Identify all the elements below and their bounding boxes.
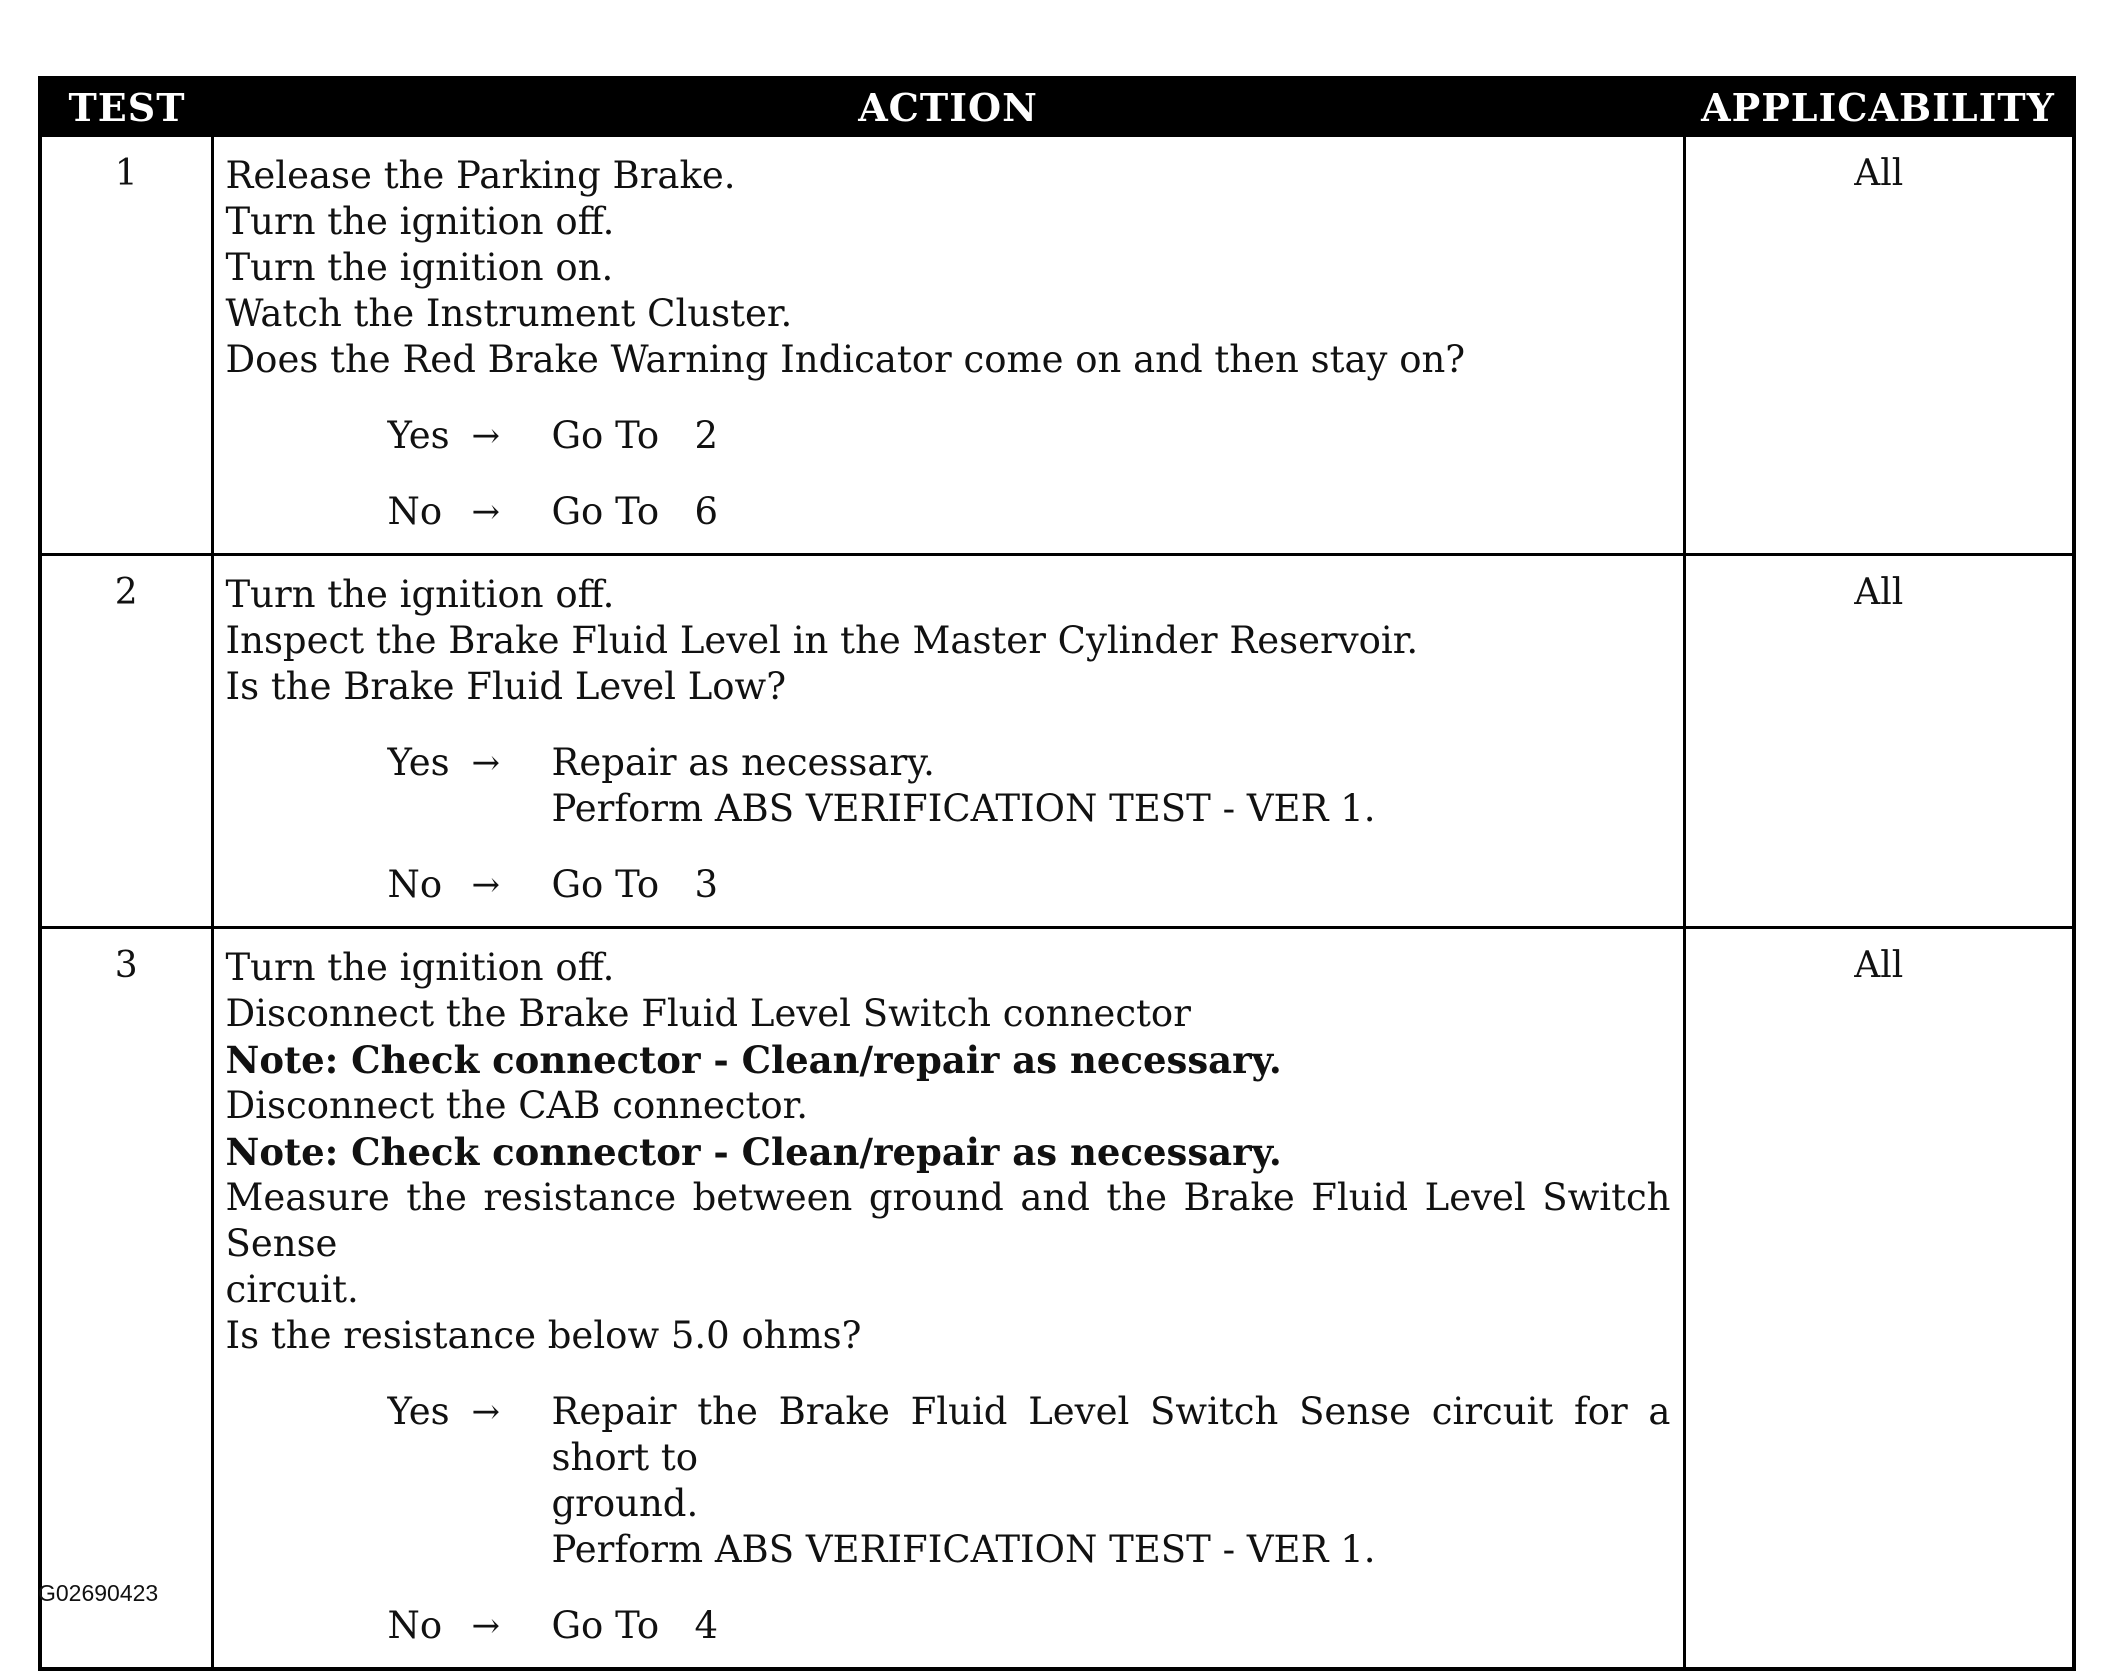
outcome-result-line: Go To 3: [551, 863, 718, 906]
action-note: Note: Check connector - Clean/repair as necessary.: [225, 1130, 1282, 1174]
outcome-result-line: Go To 6: [551, 490, 718, 533]
outcome-result: [552, 862, 1671, 908]
yes-outcome: [226, 413, 1671, 459]
table-body: [40, 136, 2074, 1670]
outcome-label: Yes: [387, 414, 450, 457]
outcome-label: No: [387, 490, 443, 533]
diagnostic-test-table: [38, 76, 2076, 1671]
action-step: Is the resistance below 5.0 ohms?: [225, 1314, 862, 1357]
outcome-result-line: Go To 4: [551, 1604, 718, 1647]
right-arrow-icon: →: [471, 1606, 500, 1646]
action-step: Turn the ignition off.: [225, 200, 615, 243]
right-arrow-icon: →: [471, 865, 500, 905]
outcome-label: Yes: [387, 741, 450, 784]
no-outcome: [226, 1603, 1671, 1649]
table-row: [40, 928, 2074, 1670]
right-arrow-icon: →: [471, 743, 500, 783]
outcome-result-line: ground.: [551, 1482, 699, 1525]
right-arrow-icon: →: [471, 1392, 500, 1432]
figure-id: G02690423: [38, 1580, 159, 1606]
right-arrow-icon: →: [471, 492, 500, 532]
applicability-cell: All: [1684, 136, 2074, 555]
action-step: Measure the resistance between ground and the Brake Fluid Level Switch Sense: [225, 1176, 1671, 1265]
outcome-result: [552, 1389, 1671, 1573]
yes-outcome: [226, 1389, 1671, 1573]
outcome-result: [552, 740, 1671, 832]
action-note: Note: Check connector - Clean/repair as necessary.: [225, 1038, 1282, 1082]
test-number: 3: [40, 928, 212, 1670]
action-cell: [212, 928, 1684, 1670]
no-outcome: [226, 489, 1671, 535]
action-step: Does the Red Brake Warning Indicator come on and then stay on?: [225, 338, 1466, 381]
header-action: ACTION: [212, 78, 1684, 136]
outcome-result: [552, 1603, 1671, 1649]
outcome-label: Yes: [387, 1390, 450, 1433]
action-step: Disconnect the Brake Fluid Level Switch connector: [225, 992, 1191, 1035]
action-step: Inspect the Brake Fluid Level in the Master Cylinder Reservoir.: [225, 619, 1419, 662]
outcome-result: [552, 413, 1671, 459]
action-cell: [212, 136, 1684, 555]
action-step: Watch the Instrument Cluster.: [225, 292, 793, 335]
header-test: TEST: [40, 78, 212, 136]
action-cell: [212, 555, 1684, 928]
right-arrow-icon: →: [471, 416, 500, 456]
no-outcome: [226, 862, 1671, 908]
action-step: Turn the ignition off.: [225, 946, 615, 989]
yes-outcome: [226, 740, 1671, 832]
action-step: Is the Brake Fluid Level Low?: [225, 665, 787, 708]
applicability-cell: All: [1684, 928, 2074, 1670]
action-step: Release the Parking Brake.: [225, 154, 736, 197]
action-step: Turn the ignition on.: [225, 246, 614, 289]
test-number: 2: [40, 555, 212, 928]
outcome-result: [552, 489, 1671, 535]
action-step: circuit.: [225, 1268, 359, 1311]
outcome-result-line: Repair as necessary.: [551, 741, 935, 784]
outcome-result-line: Repair the Brake Fluid Level Switch Sense circuit for a short to: [551, 1390, 1671, 1479]
table-header-row: [40, 78, 2074, 136]
action-step: Disconnect the CAB connector.: [225, 1084, 809, 1127]
outcome-result-line: Perform ABS VERIFICATION TEST - VER 1.: [551, 1528, 1376, 1571]
table-row: [40, 555, 2074, 928]
table-row: [40, 136, 2074, 555]
applicability-cell: All: [1684, 555, 2074, 928]
outcome-result-line: Perform ABS VERIFICATION TEST - VER 1.: [551, 787, 1376, 830]
test-number: 1: [40, 136, 212, 555]
outcome-result-line: Go To 2: [551, 414, 718, 457]
outcome-label: No: [387, 863, 443, 906]
outcome-label: No: [387, 1604, 443, 1647]
header-applicability: APPLICABILITY: [1684, 78, 2074, 136]
action-step: Turn the ignition off.: [225, 573, 615, 616]
